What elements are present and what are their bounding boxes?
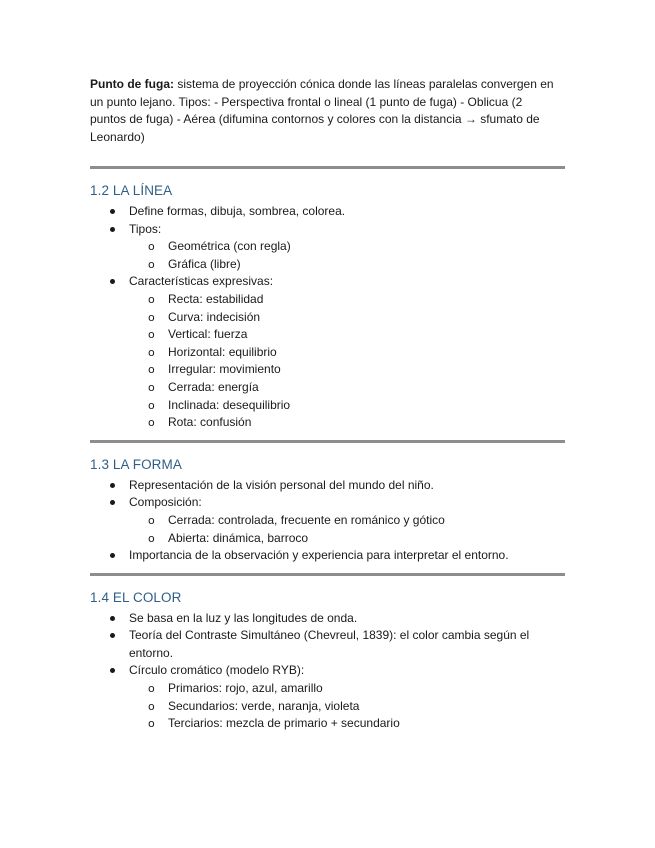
sub-item: o Horizontal: equilibrio <box>129 344 565 362</box>
section <box>90 590 565 733</box>
intro-text: sistema de proyección cónica donde las líneas paralelas convergen en un punto lejano. Tipos: - Perspectiva frontal o lineal (1 punto de fuga) - Oblicua (2 puntos de fuga) - Aérea (difumina contornos y colores con la distancia → sfumato de Leonardo) <box>90 77 554 144</box>
bullet-item <box>90 273 565 431</box>
bullet-list <box>90 477 565 565</box>
bullet-list <box>90 203 565 432</box>
bullet-text: Se basa en la luz y las longitudes de onda. <box>129 610 358 625</box>
section-heading: 1.3 LA FORMA <box>90 456 182 472</box>
sub-item: o Geométrica (con regla) <box>129 238 565 256</box>
bullet-text: Teoría del Contraste Simultáneo (Chevreul, 1839): el color cambia según el entorno. <box>129 628 530 660</box>
intro-term: Punto de fuga: <box>90 77 174 91</box>
sub-item: o Terciarios: mezcla de primario + secundario <box>129 715 565 733</box>
section-heading: 1.2 LA LÍNEA <box>90 183 173 198</box>
intro-paragraph <box>90 76 560 146</box>
bullet-text: Define formas, dibuja, sombrea, colorea. <box>129 204 346 218</box>
sub-item: o Cerrada: energía <box>129 379 565 397</box>
bullet-item <box>90 627 565 662</box>
section-heading: 1.4 EL COLOR <box>90 589 182 605</box>
sub-item: o Curva: indecisión <box>129 309 565 327</box>
sub-item: o Irregular: movimiento <box>129 361 565 379</box>
sub-item: o Cerrada: controlada, frecuente en románico y gótico <box>129 512 565 530</box>
bullet-text: Características expresivas: <box>129 274 274 289</box>
bullet-item <box>90 610 565 628</box>
sub-list <box>129 238 565 273</box>
bullet-text: Importancia de la observación y experiencia para interpretar el entorno. <box>129 548 509 563</box>
bullet-item <box>90 221 565 274</box>
sub-list <box>129 512 565 547</box>
sub-list <box>129 680 565 733</box>
bullet-text: Representación de la visión personal del mundo del niño. <box>129 477 434 492</box>
sub-item: o Gráfica (libre) <box>129 256 565 274</box>
section-divider <box>90 440 565 443</box>
sections-container <box>90 166 565 733</box>
sub-item: o Recta: estabilidad <box>129 291 565 309</box>
bullet-item <box>90 477 565 495</box>
bullet-text: Círculo cromático (modelo RYB): <box>129 663 305 678</box>
sub-item: o Rota: confusión <box>129 414 565 432</box>
section <box>90 457 565 565</box>
sub-item: o Secundarios: verde, naranja, violeta <box>129 698 565 716</box>
bullet-item <box>90 662 565 732</box>
sub-item: o Primarios: rojo, azul, amarillo <box>129 680 565 698</box>
section-divider <box>90 166 565 169</box>
sub-list <box>129 291 565 432</box>
sub-item: o Vertical: fuerza <box>129 326 565 344</box>
bullet-item <box>90 547 565 565</box>
bullet-text: Tipos: <box>129 221 162 236</box>
section-divider <box>90 573 565 576</box>
bullet-text: Composición: <box>129 495 202 510</box>
sub-item: o Inclinada: desequilibrio <box>129 397 565 415</box>
bullet-item <box>90 203 565 221</box>
bullet-item <box>90 494 565 547</box>
sub-item: o Abierta: dinámica, barroco <box>129 530 565 548</box>
bullet-list <box>90 610 565 733</box>
section <box>90 183 565 432</box>
